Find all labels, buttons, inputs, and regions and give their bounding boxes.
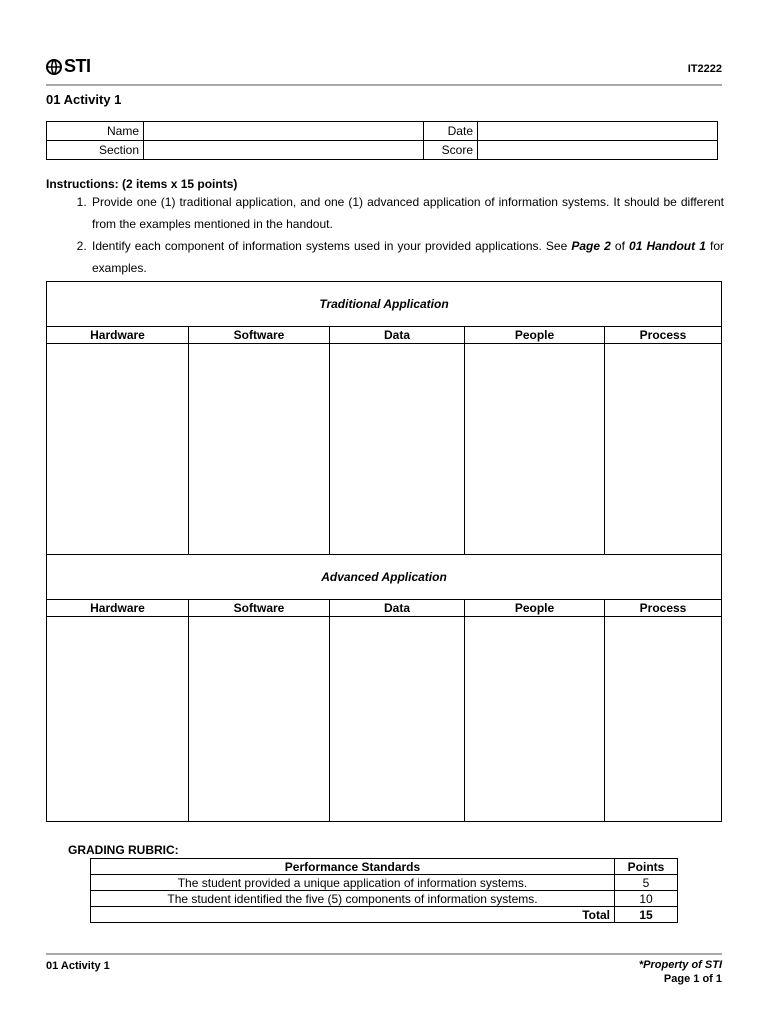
student-info-table	[46, 121, 718, 160]
traditional-application-table	[46, 281, 722, 822]
rubric-points: 5	[615, 875, 678, 891]
rubric-total-points: 15	[615, 907, 678, 923]
date-field[interactable]	[478, 122, 718, 141]
col-process: Process	[605, 327, 722, 344]
rubric-points: 10	[615, 891, 678, 907]
rubric-total-label: Total	[91, 907, 615, 923]
rubric-col-standards: Performance Standards	[91, 859, 615, 875]
col-software: Software	[189, 327, 330, 344]
traditional-people-cell[interactable]	[465, 344, 605, 555]
instruction-item-1: 1. Provide one (1) traditional application, and one (1) advanced application of information systems. It should be different from the examples mentioned in the handout.	[90, 191, 724, 235]
footer-page: Page 1 of 1	[663, 973, 722, 985]
table-row	[91, 891, 678, 907]
header-divider	[46, 84, 722, 86]
rubric-heading: GRADING RUBRIC:	[68, 843, 179, 857]
col-people: People	[465, 600, 605, 617]
score-field[interactable]	[478, 141, 718, 160]
logo-text: STI	[64, 56, 91, 76]
col-data: Data	[330, 600, 465, 617]
name-field[interactable]	[144, 122, 424, 141]
col-software: Software	[189, 600, 330, 617]
page-title: 01 Activity 1	[46, 92, 122, 107]
footer-property: *Property of STI	[638, 959, 722, 971]
advanced-process-cell[interactable]	[605, 617, 722, 822]
instructions-heading: Instructions: (2 items x 15 points)	[46, 177, 238, 191]
name-label: Name	[47, 122, 144, 141]
footer-info	[639, 958, 722, 986]
date-label: Date	[424, 122, 478, 141]
advanced-hardware-cell[interactable]	[47, 617, 189, 822]
advanced-data-cell[interactable]	[330, 617, 465, 822]
rubric-standard: The student identified the five (5) components of information systems.	[91, 891, 615, 907]
traditional-process-cell[interactable]	[605, 344, 722, 555]
traditional-hardware-cell[interactable]	[47, 344, 189, 555]
score-label: Score	[424, 141, 478, 160]
col-data: Data	[330, 327, 465, 344]
instruction-item-2: 2. Identify each component of information systems used in your provided applications. See Page 2 of 01 Handout 1 for examples.	[90, 235, 724, 279]
grading-rubric-table	[90, 858, 678, 923]
rubric-standard: The student provided a unique application of information systems.	[91, 875, 615, 891]
advanced-people-cell[interactable]	[465, 617, 605, 822]
sti-logo	[46, 56, 91, 77]
course-code: IT2222	[687, 63, 722, 75]
col-process: Process	[605, 600, 722, 617]
advanced-software-cell[interactable]	[189, 617, 330, 822]
instructions	[46, 177, 724, 279]
section-field[interactable]	[144, 141, 424, 160]
col-people: People	[465, 327, 605, 344]
traditional-caption: Traditional Application	[47, 282, 722, 327]
table-row	[91, 907, 678, 923]
globe-icon	[46, 59, 62, 75]
table-row	[91, 875, 678, 891]
section-label: Section	[47, 141, 144, 160]
footer-divider	[46, 953, 722, 955]
col-hardware: Hardware	[47, 600, 189, 617]
traditional-software-cell[interactable]	[189, 344, 330, 555]
rubric-col-points: Points	[615, 859, 678, 875]
traditional-data-cell[interactable]	[330, 344, 465, 555]
advanced-caption: Advanced Application	[47, 555, 722, 600]
footer-title: 01 Activity 1	[46, 960, 110, 972]
col-hardware: Hardware	[47, 327, 189, 344]
